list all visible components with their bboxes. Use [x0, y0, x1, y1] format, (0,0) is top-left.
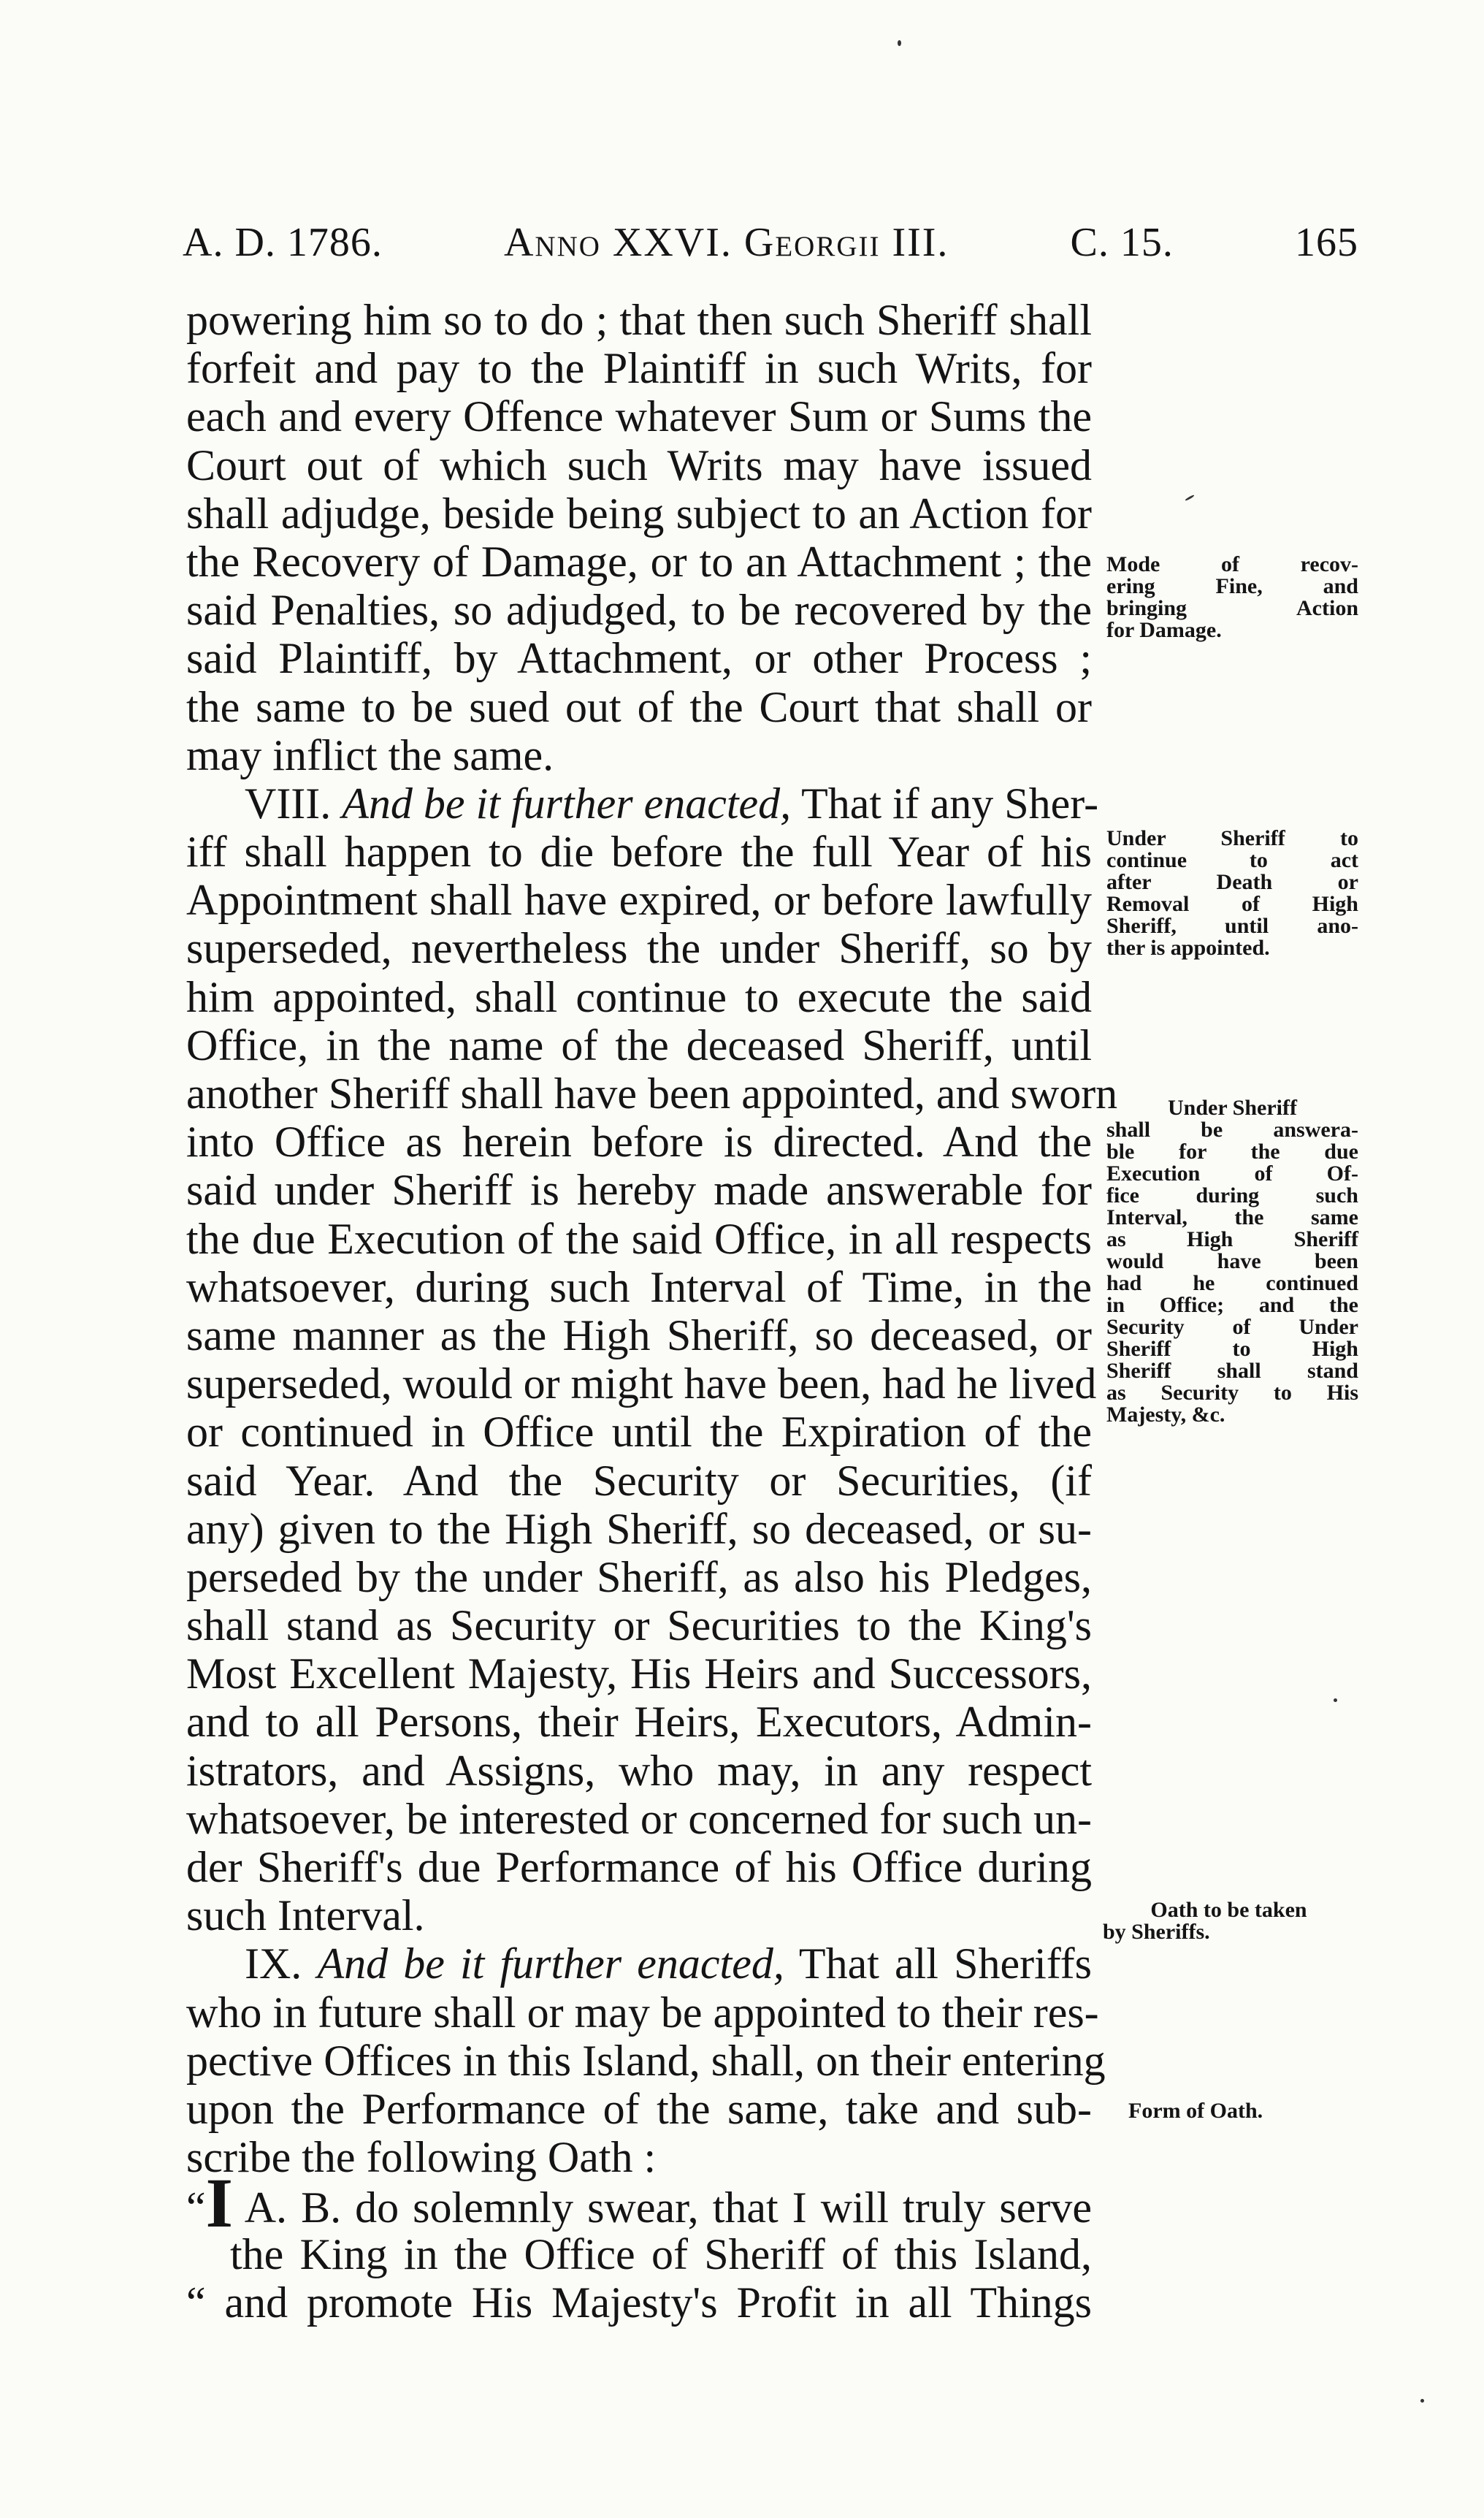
- margin-note-line: for Damage.: [1106, 618, 1222, 642]
- margin-note-line: had he continued: [1106, 1271, 1358, 1295]
- text-line: superseded, nevertheless the under Sheriff, so by: [186, 924, 1092, 973]
- section-viii-number: VIII.: [245, 779, 332, 828]
- text-line: any) given to the High Sheriff, so deceased, or su-: [186, 1504, 1092, 1553]
- margin-note-line: continue to act: [1106, 848, 1358, 872]
- header-year: A. D. 1786.: [183, 220, 383, 265]
- text-line: whatsoever, be interested or concerned for such un-: [186, 1794, 1092, 1843]
- section-ix-heading-line: [186, 1939, 1092, 1988]
- margin-note-line: Under Sheriff to: [1106, 826, 1358, 850]
- margin-note-line: shall be answera-: [1106, 1118, 1358, 1142]
- oath-line-2: the King in the Office of Sheriff of this Island,: [230, 2229, 1092, 2278]
- text-line: Office, in the name of the deceased Sheriff, until: [186, 1020, 1092, 1069]
- text-line: Court out of which such Writs may have issued: [186, 440, 1092, 489]
- text-line: perseded by the under Sheriff, as also his Pledges,: [186, 1552, 1092, 1601]
- margin-note-under-sheriff-continue: [1106, 828, 1358, 959]
- margin-note-line: Majesty, &c.: [1106, 1403, 1225, 1427]
- section-viii-heading-line: [186, 779, 1099, 828]
- text-line: pective Offices in this Island, shall, on their entering: [186, 2036, 1106, 2085]
- text-line: another Sheriff shall have been appointed, and sworn: [186, 1069, 1118, 1118]
- section-ix-number: IX.: [245, 1939, 302, 1988]
- text-line: or continued in Office until the Expiration of the: [186, 1408, 1092, 1457]
- margin-note-line: fice during such: [1106, 1183, 1358, 1208]
- text-line: same manner as the High Sheriff, so deceased, or: [186, 1310, 1092, 1359]
- text-line: der Sheriff's due Performance of his Office during: [186, 1843, 1092, 1891]
- margin-note-line: after Death or: [1106, 870, 1358, 894]
- scan-speck: [1334, 1698, 1337, 1702]
- margin-note-line: ble for the due: [1106, 1140, 1358, 1164]
- margin-note-line: Interval, the same: [1106, 1205, 1358, 1229]
- text-line: said Plaintiff, by Attachment, or other Process ;: [186, 634, 1092, 683]
- text-line: each and every Offence whatever Sum or Sums the: [186, 392, 1092, 441]
- oath-line-1-rest: A. B. do solemnly swear, that I will truly serve: [244, 2183, 1092, 2232]
- margin-note-line: Removal of High: [1106, 892, 1358, 916]
- text-line: said Penalties, so adjudged, to be recovered by the: [186, 586, 1092, 635]
- text-line: the Recovery of Damage, or to an Attachment ; the: [186, 537, 1092, 586]
- text-line: scribe the following Oath :: [186, 2133, 657, 2182]
- main-text-column: [186, 296, 1118, 2327]
- text-line: said under Sheriff is hereby made answerable for: [186, 1166, 1092, 1215]
- text-line: the same to be sued out of the Court that shall or: [186, 682, 1092, 731]
- text-line: him appointed, shall continue to execute the said: [186, 972, 1092, 1021]
- header-chapter: C. 15.: [1070, 220, 1174, 265]
- header-page-number: 165: [1294, 220, 1358, 265]
- margin-note-form-of-oath: [1128, 2100, 1380, 2122]
- header-reign: Anno XXVI. Georgii III.: [503, 220, 949, 265]
- margin-note-line: as High Sheriff: [1106, 1227, 1358, 1251]
- oath-open-quote: “: [186, 2183, 206, 2232]
- margin-note-line: bringing Action: [1106, 596, 1358, 620]
- oath-line-1: [186, 2164, 1092, 2243]
- oath-dropcap: I: [205, 2164, 233, 2243]
- text-line: Appointment shall have expired, or before lawfully: [186, 876, 1092, 925]
- text-line: forfeit and pay to the Plaintiff in such Writs, for: [186, 344, 1092, 393]
- oath-line-3: “ and promote His Majesty's Profit in all Things: [186, 2278, 1092, 2327]
- margin-note-oath-taken: [1103, 1899, 1355, 1943]
- text-line: superseded, would or might have been, had he lived: [186, 1359, 1097, 1408]
- text-line: said Year. And the Security or Securities, (if: [186, 1456, 1092, 1505]
- text-line: iff shall happen to die before the full Year of his: [186, 828, 1092, 877]
- text-line: the due Execution of the said Office, in all respects: [186, 1214, 1092, 1263]
- text-line: shall adjudge, beside being subject to an Action for: [186, 489, 1092, 538]
- running-header: [183, 219, 1358, 266]
- margin-note-line: Sheriff shall stand: [1106, 1359, 1358, 1383]
- section-viii-enacting: And be it further enacted,: [342, 779, 792, 828]
- margin-note-line: would have been: [1106, 1249, 1358, 1273]
- scan-speck: [1185, 495, 1195, 502]
- margin-note-line: Oath to be taken: [1150, 1898, 1307, 1922]
- margin-note-line: Under Sheriff: [1168, 1096, 1297, 1120]
- margin-note-damage: [1106, 554, 1358, 641]
- text-line: into Office as herein before is directed. And the: [186, 1118, 1092, 1167]
- margin-note-line: by Sheriffs.: [1103, 1920, 1210, 1944]
- text-line: and to all Persons, their Heirs, Executors, Admin-: [186, 1698, 1092, 1747]
- margin-note-line: Sheriff to High: [1106, 1337, 1358, 1361]
- margin-note-line: ther is appointed.: [1106, 936, 1270, 960]
- text-line: powering him so to do ; that then such Sheriff shall: [186, 296, 1092, 344]
- scan-speck: [898, 40, 901, 46]
- margin-note-under-sheriff-answerable: [1106, 1097, 1358, 1426]
- scan-speck: [1420, 2399, 1424, 2403]
- text-line: such Interval.: [186, 1891, 425, 1940]
- text-line: Most Excellent Majesty, His Heirs and Successors,: [186, 1649, 1092, 1698]
- margin-note-line: in Office; and the: [1106, 1293, 1358, 1317]
- margin-note-line: Mode of recov-: [1106, 552, 1358, 576]
- margin-note-line: ering Fine, and: [1106, 574, 1358, 598]
- margin-note-line: Execution of Of-: [1106, 1161, 1358, 1186]
- margin-note-line: Sheriff, until ano-: [1106, 914, 1358, 938]
- margin-note-line: Security of Under: [1106, 1315, 1358, 1339]
- margin-note-line: as Security to His: [1106, 1381, 1358, 1405]
- section-viii-first-rest: That if any Sher-: [801, 779, 1099, 828]
- section-ix-first-rest: That all Sheriffs: [798, 1939, 1092, 1988]
- text-line: whatsoever, during such Interval of Time, in the: [186, 1262, 1092, 1311]
- text-line: istrators, and Assigns, who may, in any respect: [186, 1746, 1092, 1795]
- section-ix-enacting: And be it further enacted,: [317, 1939, 784, 1988]
- text-line: may inflict the same.: [186, 730, 554, 779]
- text-line: upon the Performance of the same, take and sub-: [186, 2084, 1092, 2133]
- text-line: who in future shall or may be appointed to their res-: [186, 1988, 1099, 2037]
- margin-note-line: Form of Oath.: [1128, 2099, 1263, 2123]
- text-line: shall stand as Security or Securities to the King's: [186, 1601, 1092, 1650]
